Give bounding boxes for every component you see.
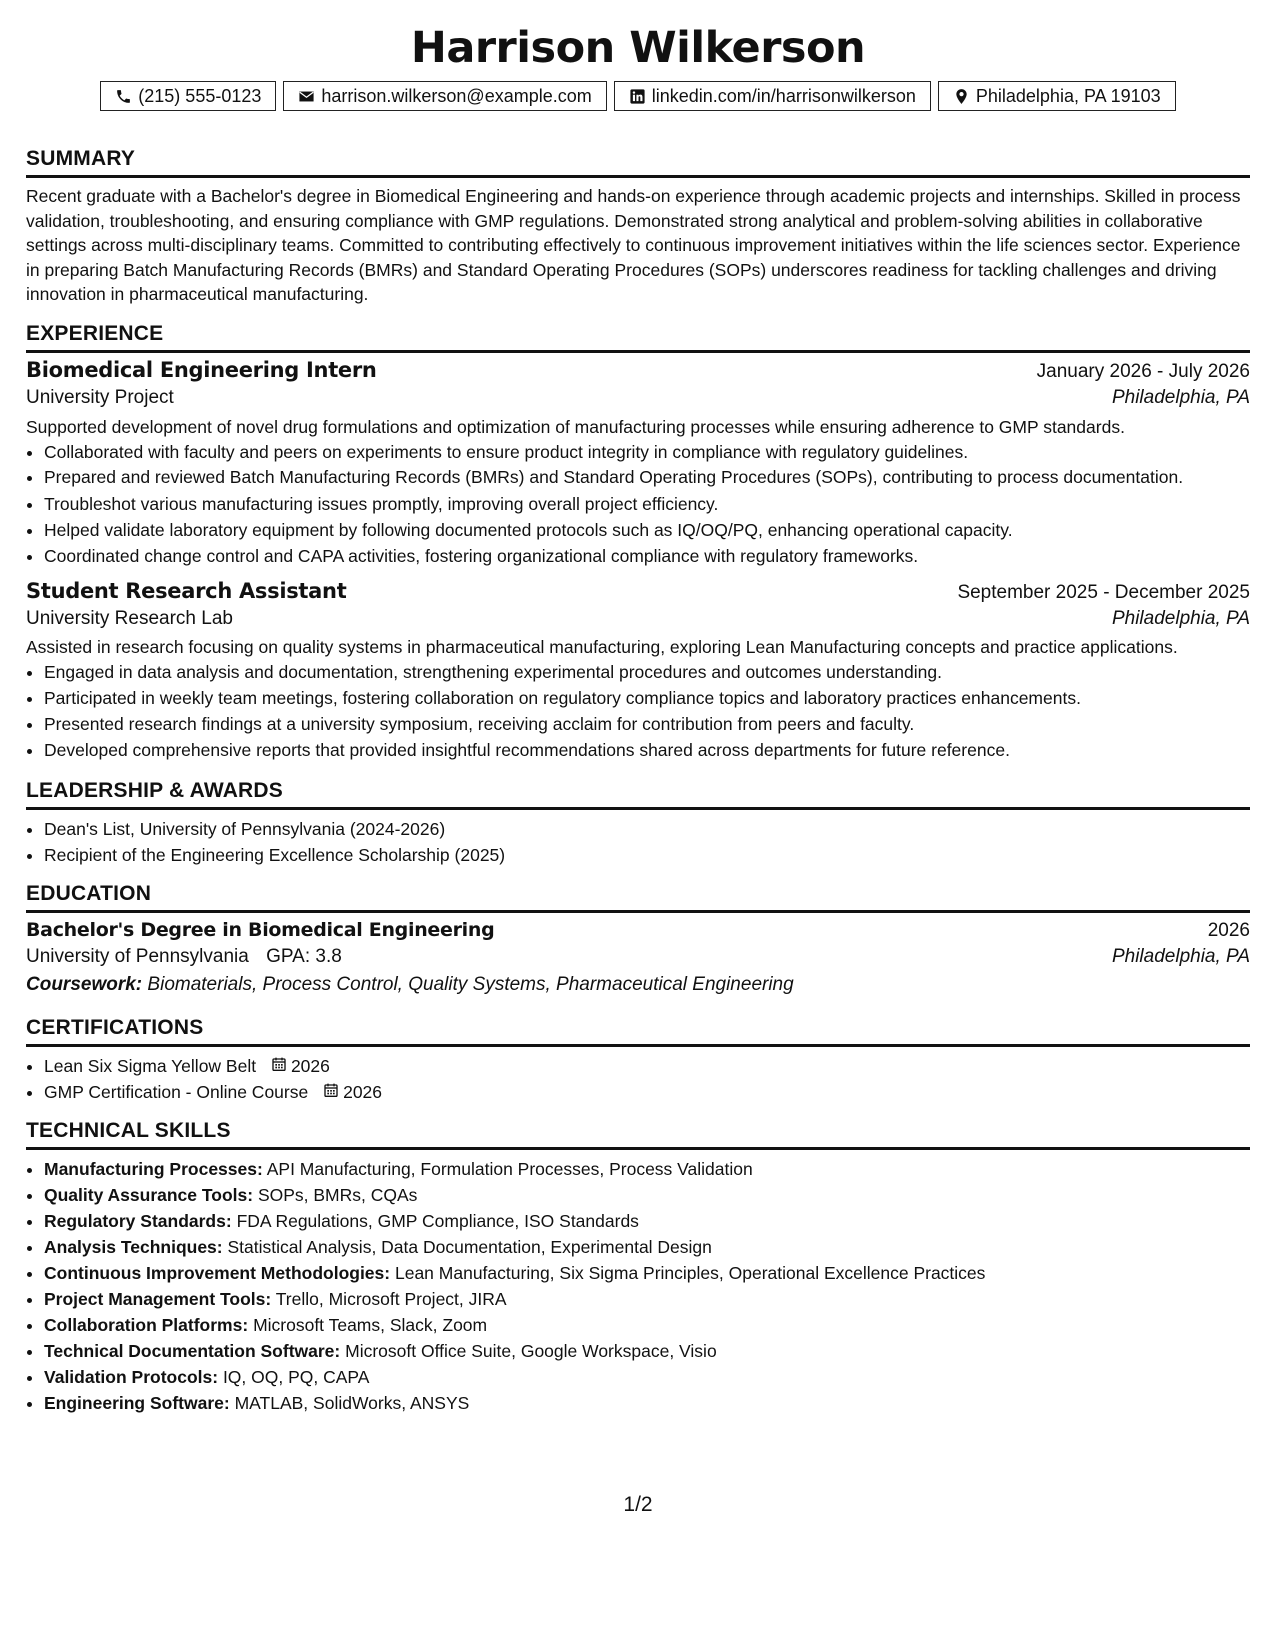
job-description: Assisted in research focusing on quality systems in pharmaceutical manufacturing, exploring Lean Manufacturing concepts and practice applications. [26, 637, 1178, 657]
list-item: • Participated in weekly team meetings, fostering collaboration on regulatory compliance topics and laboratory practices enhancements. [44, 685, 1250, 711]
list-item: • Presented research findings at a university symposium, receiving acclaim for contribution from peers and faculty. [44, 711, 1250, 737]
contact-bar [26, 81, 1250, 111]
skill-value: Lean Manufacturing, Six Sigma Principles, Operational Excellence Practices [394, 1263, 986, 1283]
job-org: University Project [26, 386, 174, 408]
page-number: 1/2 [623, 1493, 653, 1516]
leadership-section [26, 779, 1250, 868]
linkedin-icon [629, 88, 646, 105]
skill-label: Technical Documentation Software: [44, 1341, 341, 1361]
section-title: CERTIFICATIONS [26, 1016, 1250, 1047]
linkedin-text: linkedin.com/in/harrisonwilkerson [651, 85, 916, 106]
phone-text: (215) 555-0123 [138, 85, 262, 106]
list-item: • Developed comprehensive reports that provided insightful recommendations shared across departments for future reference. [44, 737, 1250, 763]
skill-label: Analysis Techniques: [44, 1237, 223, 1257]
coursework [26, 974, 1250, 996]
cert-year: 2026 [290, 1056, 330, 1076]
skill-value: Microsoft Office Suite, Google Workspace, Visio [345, 1341, 717, 1361]
cert-year: 2026 [343, 1082, 383, 1102]
degree-year: 2026 [1207, 920, 1250, 941]
certifications-section [26, 1016, 1250, 1105]
list-item: • Troubleshot various manufacturing issues promptly, improving overall project efficiency. [44, 491, 1250, 517]
gpa: GPA: 3.8 [266, 946, 342, 967]
email-chip[interactable] [283, 81, 606, 111]
skill-label: Continuous Improvement Methodologies: [44, 1263, 391, 1283]
summary-section [26, 147, 1250, 307]
list-item [44, 1312, 1250, 1338]
location-text: Philadelphia, PA 19103 [975, 85, 1161, 106]
list-item: • Dean's List, University of Pennsylvania (2024-2026) [44, 816, 1250, 842]
job-title: Biomedical Engineering Intern [26, 357, 377, 382]
list-item [44, 1260, 1250, 1286]
skills-list [26, 1156, 1250, 1416]
map-pin-icon [953, 88, 970, 105]
list-item [44, 1364, 1250, 1390]
job-title: Student Research Assistant [26, 579, 347, 603]
skill-label: Validation Protocols: [44, 1367, 219, 1387]
job-dates: January 2026 - July 2026 [1036, 360, 1250, 382]
list-item: • Recipient of the Engineering Excellence Scholarship (2025) [44, 842, 1250, 868]
job-entry [26, 358, 1250, 570]
list-item [44, 1338, 1250, 1364]
envelope-icon [298, 88, 315, 105]
section-title: LEADERSHIP & AWARDS [26, 779, 1250, 810]
degree-title: Bachelor's Degree in Biomedical Engineering [26, 919, 495, 941]
phone-chip[interactable] [100, 81, 276, 111]
calendar-icon [323, 1079, 339, 1105]
coursework-list: Biomaterials, Process Control, Quality Systems, Pharmaceutical Engineering [147, 974, 794, 995]
list-item: • Prepared and reviewed Batch Manufacturing Records (BMRs) and Standard Operating Procedures (SOPs), contributing to process documentation. [44, 465, 1250, 491]
coursework-label: Coursework: [26, 974, 143, 995]
job-org: University Research Lab [26, 608, 233, 629]
job-bullets [26, 659, 1250, 763]
phone-icon [115, 88, 132, 105]
skill-value: Microsoft Teams, Slack, Zoom [253, 1315, 488, 1335]
job-entry [26, 579, 1250, 763]
list-item: • Helped validate laboratory equipment by following documented protocols such as IQ/OQ/PQ, enhancing operational capacity. [44, 517, 1250, 543]
job-location: Philadelphia, PA [1111, 386, 1250, 408]
cert-name: GMP Certification - Online Course [44, 1082, 309, 1102]
list-item [44, 1234, 1250, 1260]
section-title: EDUCATION [26, 882, 1250, 913]
cert-name: Lean Six Sigma Yellow Belt [44, 1056, 257, 1076]
list-item [44, 1053, 1250, 1079]
skill-value: API Manufacturing, Formulation Processes, Process Validation [266, 1159, 753, 1179]
skill-value: Trello, Microsoft Project, JIRA [275, 1289, 507, 1309]
skill-value: Statistical Analysis, Data Documentation, Experimental Design [227, 1237, 712, 1257]
list-item: • Collaborated with faculty and peers on experiments to ensure product integrity in compliance with regulatory guidelines. [44, 439, 1250, 465]
skill-value: SOPs, BMRs, CQAs [257, 1185, 418, 1205]
school-name: University of Pennsylvania [26, 946, 249, 967]
skill-value: IQ, OQ, PQ, CAPA [222, 1367, 370, 1387]
leadership-list [26, 816, 1250, 868]
calendar-icon [271, 1053, 287, 1079]
job-dates: September 2025 - December 2025 [957, 582, 1250, 603]
section-title: EXPERIENCE [26, 322, 1250, 353]
location-chip [938, 81, 1176, 111]
section-title: TECHNICAL SKILLS [26, 1119, 1250, 1150]
skill-label: Engineering Software: [44, 1393, 230, 1413]
list-item [44, 1286, 1250, 1312]
education-section [26, 882, 1250, 996]
skill-value: MATLAB, SolidWorks, ANSYS [234, 1393, 470, 1413]
resume-page [26, 0, 1250, 1516]
email-text: harrison.wilkerson@example.com [321, 85, 592, 106]
list-item: • Engaged in data analysis and documentation, strengthening experimental procedures and outcomes understanding. [44, 659, 1250, 685]
job-bullets [26, 439, 1250, 569]
skill-label: Project Management Tools: [44, 1289, 272, 1309]
summary-text: Recent graduate with a Bachelor's degree in Biomedical Engineering and hands-on experience through academic projects and internships. Skilled in process validation, troubleshooting, and ensuring compliance with GMP regulations. Demonstrated strong analytical and problem-solving abilities in collaborative settings across multi-disciplinary teams. Committed to contributing effectively to continuous improvement initiatives within the life sciences sector. Experience in preparing Batch Manufacturing Records (BMRs) and Standard Operating Procedures (SOPs) underscores readiness for tackling challenges and driving innovation in pharmaceutical manufacturing. [26, 186, 1241, 304]
job-location: Philadelphia, PA [1111, 608, 1250, 629]
candidate-name: Harrison Wilkerson [410, 23, 866, 73]
list-item [44, 1390, 1250, 1416]
list-item [44, 1182, 1250, 1208]
skill-value: FDA Regulations, GMP Compliance, ISO Standards [236, 1211, 639, 1231]
list-item [44, 1208, 1250, 1234]
section-title: SUMMARY [26, 147, 1250, 178]
skills-section [26, 1119, 1250, 1416]
job-description: Supported development of novel drug formulations and optimization of manufacturing processes while ensuring adherence to GMP standards. [26, 416, 1125, 437]
list-item: • Coordinated change control and CAPA activities, fostering organizational compliance with regulatory frameworks. [44, 543, 1250, 569]
list-item [44, 1156, 1250, 1182]
experience-section [26, 322, 1250, 764]
school-location: Philadelphia, PA [1111, 946, 1250, 967]
certifications-list [26, 1053, 1250, 1105]
skill-label: Manufacturing Processes: [44, 1159, 263, 1179]
list-item [44, 1079, 1250, 1105]
skill-label: Collaboration Platforms: [44, 1315, 249, 1335]
skill-label: Quality Assurance Tools: [44, 1185, 254, 1205]
linkedin-chip[interactable] [614, 81, 931, 111]
skill-label: Regulatory Standards: [44, 1211, 232, 1231]
